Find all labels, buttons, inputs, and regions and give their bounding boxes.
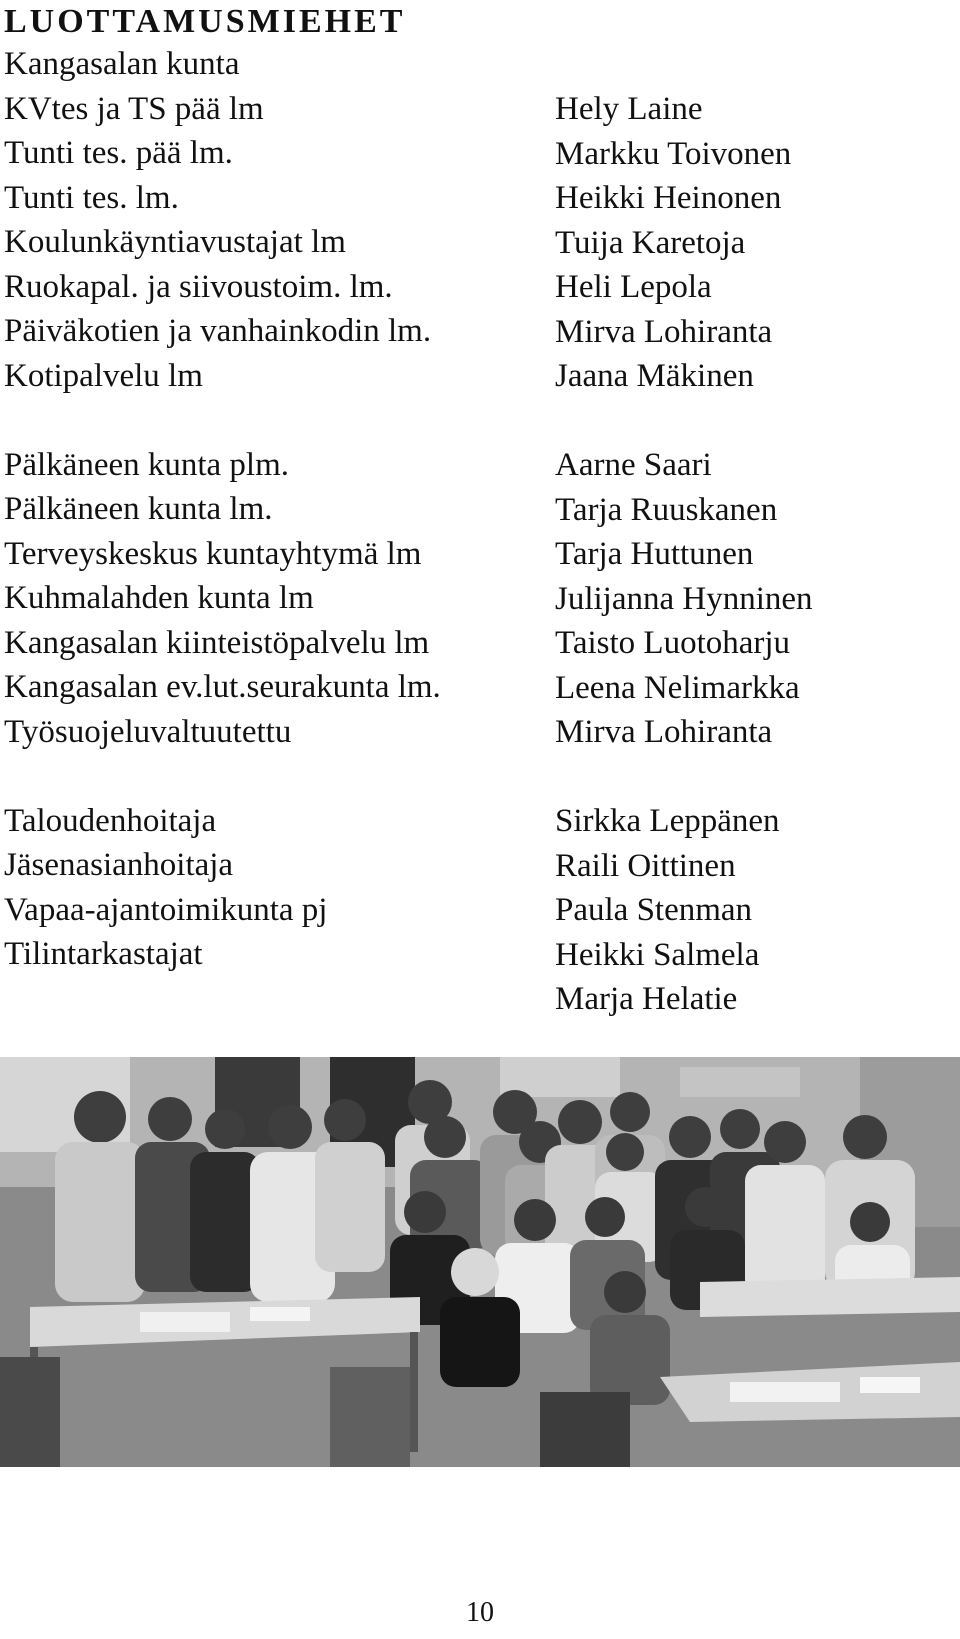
role-row: Pälkäneen kunta lm. bbox=[4, 491, 273, 527]
role-row: Kangasalan kiinteistöpalvelu lm bbox=[4, 624, 430, 661]
roles-column bbox=[4, 42, 524, 1021]
role-row: Kotipalvelu lm bbox=[4, 357, 203, 394]
role-row: Päiväkotien ja vanhainkodin lm. bbox=[4, 313, 432, 349]
name-row: Sirkka Leppänen bbox=[555, 803, 780, 839]
role-row: Terveyskeskus kuntayhtymä lm bbox=[4, 535, 422, 572]
names-group-2 bbox=[555, 443, 955, 755]
role-row: Vapaa-ajantoimikunta pj bbox=[4, 891, 328, 928]
name-row: Raili Oittinen bbox=[555, 847, 736, 884]
role-row: Tunti tes. pää lm. bbox=[4, 135, 233, 171]
role-row: KVtes ja TS pää lm bbox=[4, 90, 264, 127]
page-number: 10 bbox=[466, 1597, 494, 1628]
name-row: Heli Lepola bbox=[555, 269, 712, 305]
page-heading: LUOTTAMUSMIEHET bbox=[4, 3, 406, 40]
name-row: Tarja Huttunen bbox=[555, 536, 754, 572]
role-row: Kangasalan ev.lut.seurakunta lm. bbox=[4, 669, 441, 705]
role-row: Kuhmalahden kunta lm bbox=[4, 580, 314, 616]
role-row: Kangasalan kunta bbox=[4, 46, 240, 82]
name-row: Marja Helatie bbox=[555, 981, 738, 1017]
role-row: Työsuojeluvaltuutettu bbox=[4, 713, 292, 750]
name-row: Hely Laine bbox=[555, 91, 703, 127]
names-column bbox=[555, 87, 955, 1066]
role-row: Taloudenhoitaja bbox=[4, 802, 217, 839]
roles-group-3 bbox=[4, 799, 524, 977]
roles-group-2 bbox=[4, 443, 524, 755]
role-row: Tilintarkastajat bbox=[4, 936, 203, 972]
name-row: Mirva Lohiranta bbox=[555, 714, 773, 750]
name-row: Paula Stenman bbox=[555, 892, 753, 928]
name-row: Mirva Lohiranta bbox=[555, 313, 773, 350]
role-row: Jäsenasianhoitaja bbox=[4, 847, 234, 883]
name-row: Julijanna Hynninen bbox=[555, 580, 813, 617]
role-row: Tunti tes. lm. bbox=[4, 179, 179, 216]
group-photo bbox=[0, 1057, 960, 1467]
name-row: Tuija Karetoja bbox=[555, 224, 746, 261]
names-group-1 bbox=[555, 87, 955, 399]
roles-group-1 bbox=[4, 42, 524, 398]
name-row: Heikki Heinonen bbox=[555, 180, 782, 216]
name-row: Leena Nelimarkka bbox=[555, 669, 800, 706]
names-group-3 bbox=[555, 799, 955, 1022]
role-row: Koulunkäyntiavustajat lm bbox=[4, 224, 346, 260]
group-photo-illustration bbox=[0, 1057, 960, 1467]
name-row: Heikki Salmela bbox=[555, 936, 760, 973]
role-row: Pälkäneen kunta plm. bbox=[4, 446, 290, 483]
name-row: Markku Toivonen bbox=[555, 135, 792, 172]
name-row: Tarja Ruuskanen bbox=[555, 491, 778, 528]
name-row: Aarne Saari bbox=[555, 447, 712, 483]
name-row: Taisto Luotoharju bbox=[555, 625, 791, 661]
role-row: Ruokapal. ja siivoustoim. lm. bbox=[4, 268, 393, 305]
name-row: Jaana Mäkinen bbox=[555, 358, 754, 394]
